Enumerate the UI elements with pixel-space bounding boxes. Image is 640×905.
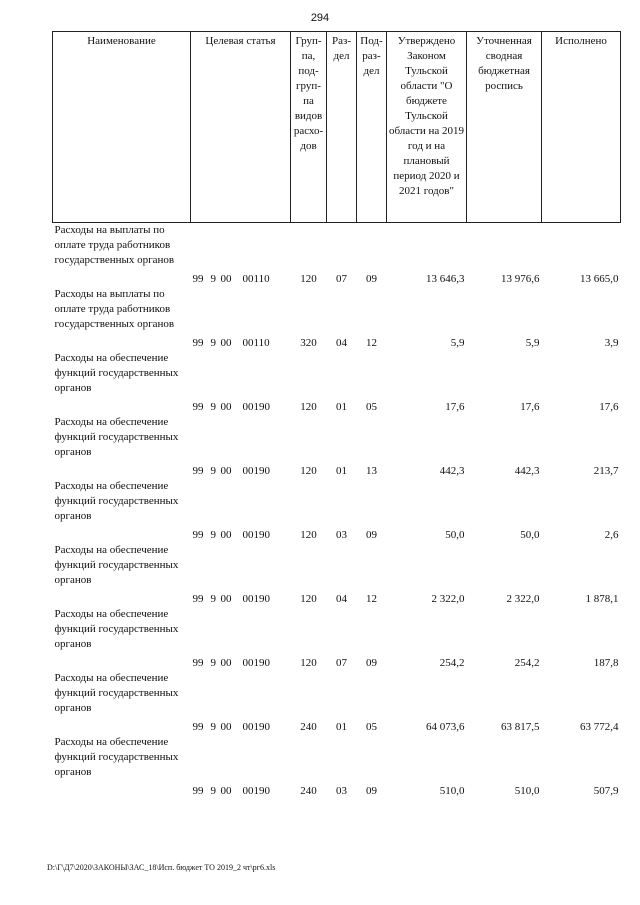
row-section: 03 (336, 785, 347, 797)
file-path-footer: D:\Г\Д7\2020\ЗАКОНЫ\ЗАС_18\Исп. бюджет ТО 2019_2 чт\рг6.xls (47, 863, 276, 872)
target-code (191, 287, 291, 351)
row-name: Расходы на выплаты по оплате труда работников государственных органов (54, 288, 175, 330)
row-subsection: 09 (366, 785, 377, 797)
row-approved: 64 073,6 (426, 721, 465, 733)
target-code-direction: 00 (220, 273, 232, 285)
target-code-expense: 00190 (242, 465, 270, 477)
target-code-subprogram: 9 (210, 785, 216, 797)
table-row (53, 415, 621, 479)
row-subsection: 05 (366, 721, 377, 733)
target-code-expense: 00110 (242, 337, 270, 349)
row-section: 01 (336, 465, 347, 477)
budget-table (52, 31, 621, 799)
target-code (191, 671, 291, 735)
table-row (53, 671, 621, 735)
row-executed: 13 665,0 (580, 273, 619, 285)
row-name: Расходы на обеспечение функций государственных органов (54, 544, 179, 586)
row-refined: 63 817,5 (501, 721, 540, 733)
row-approved: 254,2 (439, 657, 465, 669)
target-code-direction: 00 (220, 401, 232, 413)
row-section: 04 (336, 593, 347, 605)
target-code-expense: 00190 (242, 593, 270, 605)
target-code-program: 99 (192, 465, 204, 477)
row-approved: 510,0 (439, 785, 465, 797)
row-refined: 5,9 (525, 337, 540, 349)
row-approved: 5,9 (450, 337, 465, 349)
target-code-direction: 00 (220, 465, 232, 477)
row-approved: 13 646,3 (426, 273, 465, 285)
row-group: 320 (300, 337, 317, 349)
target-code-subprogram: 9 (210, 465, 216, 477)
target-code-subprogram: 9 (210, 273, 216, 285)
header-approved: Утверждено Законом Тульской области "О бюджете Тульской области на 2019 год и на плановый период 2020 и 2021 годов" (387, 32, 467, 223)
row-refined: 13 976,6 (501, 273, 540, 285)
table-row (53, 479, 621, 543)
row-executed: 507,9 (593, 785, 619, 797)
row-approved: 17,6 (445, 401, 465, 413)
target-code-subprogram: 9 (210, 721, 216, 733)
header-name: Наименование (53, 32, 191, 223)
header-subsection: Под-раз-дел (357, 32, 387, 223)
header-group: Груп-па, под-груп-па видов расхо-дов (291, 32, 327, 223)
target-code (191, 543, 291, 607)
row-group: 120 (300, 273, 317, 285)
target-code (191, 351, 291, 415)
table-row (53, 351, 621, 415)
row-section: 01 (336, 721, 347, 733)
target-code (191, 415, 291, 479)
target-code (191, 223, 291, 288)
row-name: Расходы на обеспечение функций государственных органов (54, 416, 179, 458)
row-name: Расходы на обеспечение функций государственных органов (54, 352, 179, 394)
row-group: 120 (300, 465, 317, 477)
target-code-expense: 00190 (242, 721, 270, 733)
target-code-expense: 00190 (242, 785, 270, 797)
target-code-program: 99 (192, 593, 204, 605)
page-number: 294 (310, 12, 330, 24)
target-code-program: 99 (192, 337, 204, 349)
row-subsection: 13 (366, 465, 377, 477)
row-approved: 2 322,0 (431, 593, 465, 605)
target-code-expense: 00190 (242, 401, 270, 413)
row-executed: 187,8 (593, 657, 619, 669)
target-code-program: 99 (192, 657, 204, 669)
row-group: 120 (300, 529, 317, 541)
target-code-expense: 00190 (242, 529, 270, 541)
row-subsection: 12 (366, 593, 377, 605)
target-code-program: 99 (192, 529, 204, 541)
row-refined: 2 322,0 (506, 593, 540, 605)
target-code-subprogram: 9 (210, 337, 216, 349)
table-row (53, 223, 621, 288)
row-subsection: 09 (366, 529, 377, 541)
target-code (191, 479, 291, 543)
row-refined: 50,0 (520, 529, 540, 541)
budget-table-container (52, 31, 620, 799)
row-group: 120 (300, 401, 317, 413)
row-subsection: 09 (366, 273, 377, 285)
header-row (53, 32, 621, 223)
target-code-program: 99 (192, 785, 204, 797)
row-section: 04 (336, 337, 347, 349)
row-group: 240 (300, 785, 317, 797)
row-approved: 442,3 (439, 465, 465, 477)
target-code-program: 99 (192, 401, 204, 413)
target-code-expense: 00110 (242, 273, 270, 285)
row-group: 240 (300, 721, 317, 733)
target-code-subprogram: 9 (210, 529, 216, 541)
row-section: 07 (336, 273, 347, 285)
header-executed: Исполнено (542, 32, 621, 223)
row-section: 07 (336, 657, 347, 669)
row-section: 01 (336, 401, 347, 413)
row-refined: 442,3 (514, 465, 540, 477)
row-subsection: 12 (366, 337, 377, 349)
target-code-expense: 00190 (242, 657, 270, 669)
row-subsection: 09 (366, 657, 377, 669)
row-approved: 50,0 (445, 529, 465, 541)
header-target: Целевая статья (191, 32, 291, 223)
table-row (53, 607, 621, 671)
table-row (53, 543, 621, 607)
row-refined: 17,6 (520, 401, 540, 413)
target-code-subprogram: 9 (210, 593, 216, 605)
target-code-program: 99 (192, 721, 204, 733)
row-group: 120 (300, 593, 317, 605)
row-group: 120 (300, 657, 317, 669)
target-code (191, 607, 291, 671)
target-code-direction: 00 (220, 657, 232, 669)
row-refined: 254,2 (514, 657, 540, 669)
row-refined: 510,0 (514, 785, 540, 797)
row-executed: 63 772,4 (580, 721, 619, 733)
row-section: 03 (336, 529, 347, 541)
row-executed: 2,6 (604, 529, 619, 541)
row-name: Расходы на обеспечение функций государственных органов (54, 608, 179, 650)
target-code-program: 99 (192, 273, 204, 285)
target-code-direction: 00 (220, 721, 232, 733)
target-code-direction: 00 (220, 529, 232, 541)
row-executed: 213,7 (593, 465, 619, 477)
table-row (53, 735, 621, 799)
target-code-subprogram: 9 (210, 401, 216, 413)
row-subsection: 05 (366, 401, 377, 413)
row-executed: 1 878,1 (585, 593, 619, 605)
target-code-direction: 00 (220, 337, 232, 349)
row-name: Расходы на обеспечение функций государственных органов (54, 672, 179, 714)
table-row (53, 287, 621, 351)
header-refined: Уточненная сводная бюджетная роспись (467, 32, 542, 223)
row-name: Расходы на обеспечение функций государственных органов (54, 480, 179, 522)
row-executed: 17,6 (599, 401, 619, 413)
target-code-direction: 00 (220, 785, 232, 797)
target-code-direction: 00 (220, 593, 232, 605)
row-executed: 3,9 (604, 337, 619, 349)
row-name: Расходы на обеспечение функций государственных органов (54, 736, 179, 778)
target-code-subprogram: 9 (210, 657, 216, 669)
target-code (191, 735, 291, 799)
row-name: Расходы на выплаты по оплате труда работников государственных органов (54, 224, 175, 266)
header-section: Раз-дел (327, 32, 357, 223)
